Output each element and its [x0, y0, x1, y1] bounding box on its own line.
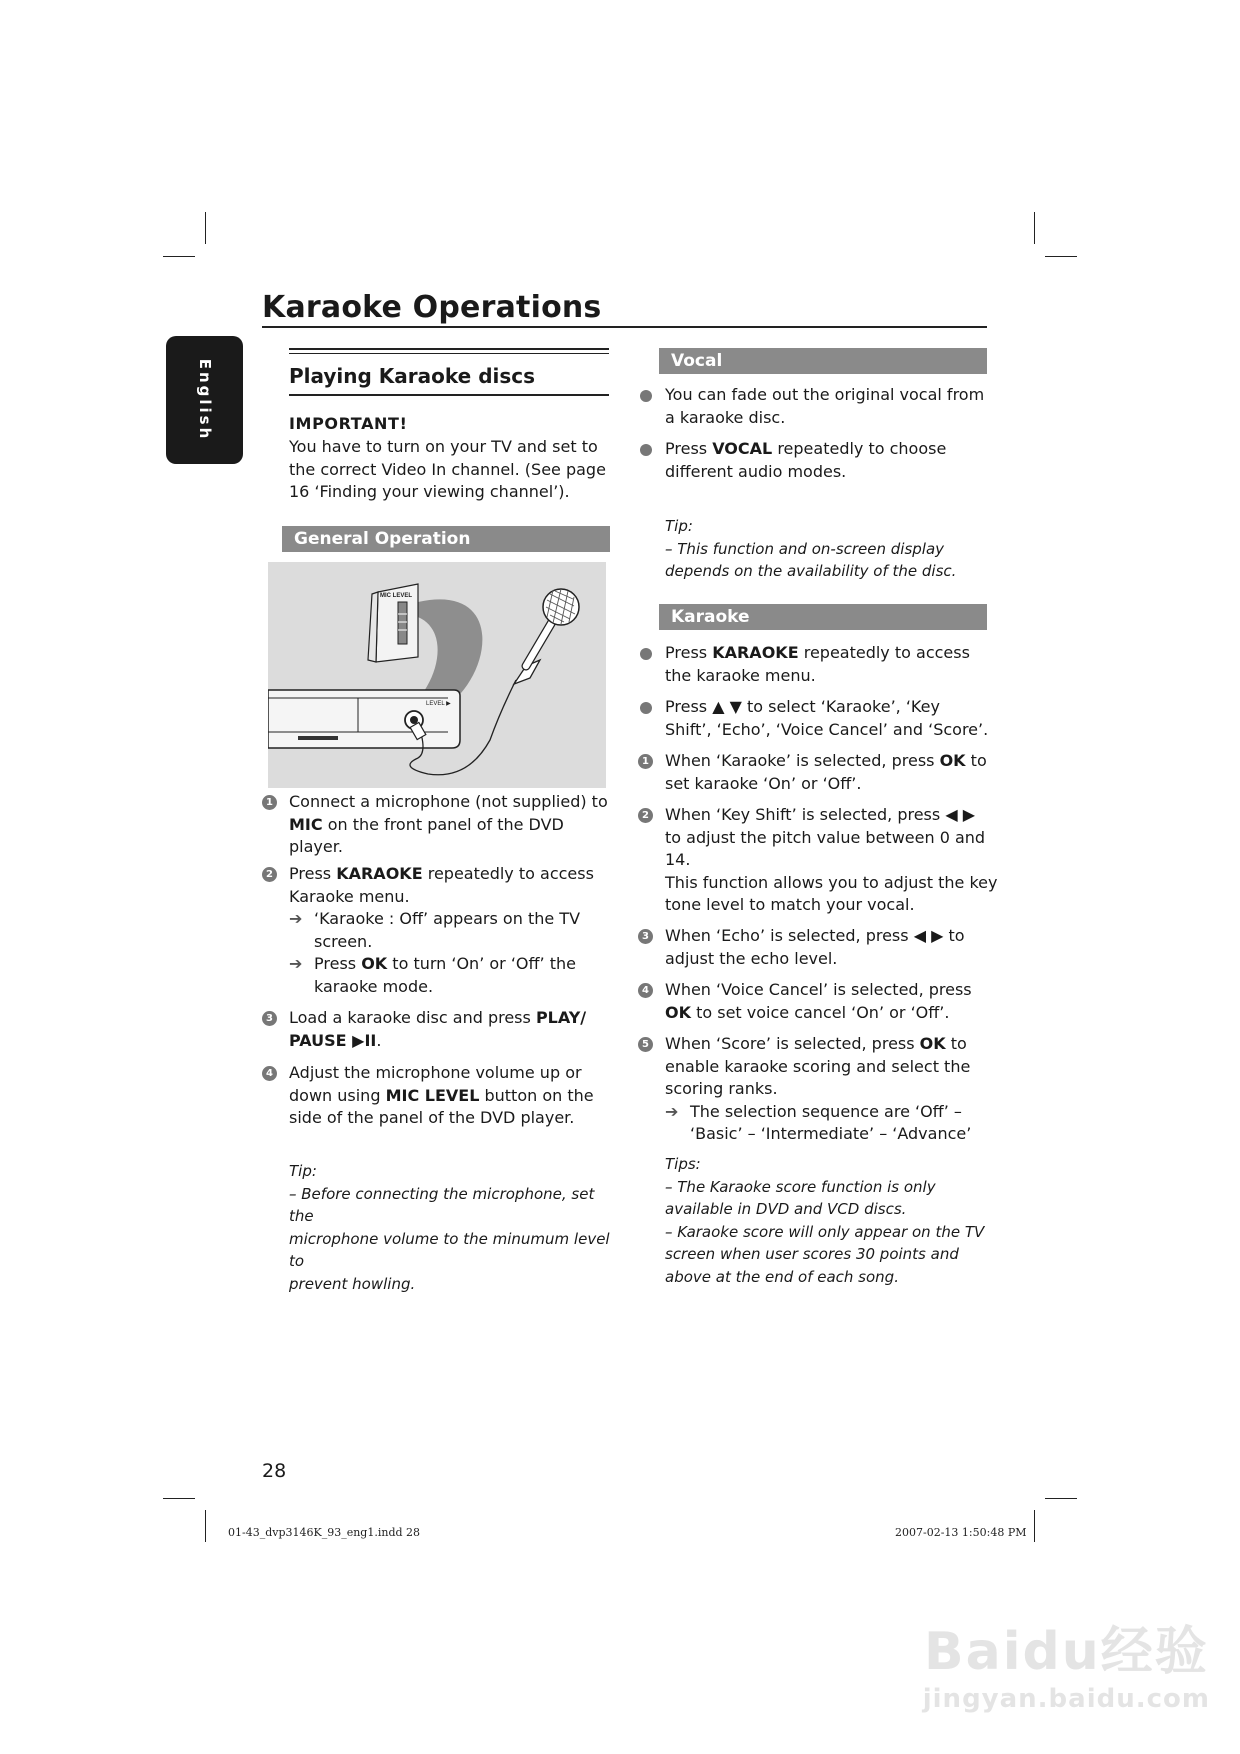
result-text: to turn ‘On’ or ‘Off’ the	[387, 954, 576, 973]
step-line	[665, 750, 987, 773]
step-text-part: down using	[289, 1085, 386, 1105]
result-line	[289, 908, 594, 931]
bullet-text	[665, 642, 970, 687]
side-panel-drawing	[368, 584, 418, 662]
arrow-icon: ➔	[665, 1101, 679, 1121]
title-rule	[262, 326, 987, 328]
step-number-badge: 2	[638, 808, 653, 823]
step-text-part: When ‘Karaoke’ is selected, press	[665, 751, 940, 770]
step-number-badge: 2	[262, 867, 277, 882]
bullet-text	[665, 384, 984, 429]
step-line: When ‘Key Shift’ is selected, press ◀ ▶	[665, 805, 976, 824]
result-text: screen.	[314, 931, 373, 951]
step-line: Adjust the microphone volume up or	[289, 1063, 582, 1082]
step-text-part: When ‘Score’ is selected, press	[665, 1034, 920, 1053]
bold-term: KARAOKE	[712, 643, 799, 662]
step-line: side of the panel of the DVD player.	[289, 1108, 575, 1127]
language-tab-label: English	[195, 358, 214, 442]
step-text	[665, 804, 997, 917]
bullet-line: Press ▲ ▼ to select ‘Karaoke’, ‘Key	[665, 697, 940, 716]
important-label: IMPORTANT!	[289, 414, 408, 433]
step-line: enable karaoke scoring and select the	[665, 1056, 971, 1076]
result-text: Press	[314, 954, 362, 973]
result-text: ‘Karaoke : Off’ appears on the TV	[314, 909, 581, 928]
step-line: tone level to match your vocal.	[665, 895, 915, 914]
step-text-part: to	[965, 751, 987, 770]
crop-mark	[205, 212, 206, 244]
tip-line: – This function and on-screen display	[665, 539, 945, 558]
section-rule	[289, 394, 609, 396]
step-text	[665, 979, 972, 1024]
tip-label: Tips:	[665, 1155, 701, 1173]
baidu-watermark	[923, 1609, 1210, 1714]
tip-label: Tip:	[665, 517, 693, 535]
step-text-part: repeatedly to access	[422, 864, 594, 883]
step-line: When ‘Voice Cancel’ is selected, press	[665, 980, 972, 999]
important-text	[289, 436, 606, 504]
important-line: the correct Video In channel. (See page	[289, 459, 606, 479]
language-tab	[166, 336, 243, 464]
step-line: set karaoke ‘On’ or ‘Off’.	[665, 773, 862, 793]
step-line: This function allows you to adjust the key	[665, 872, 998, 892]
step-text-part: button on the	[479, 1085, 594, 1105]
step-text-part: to	[945, 1034, 967, 1053]
crop-mark	[1045, 256, 1077, 257]
page-number: 28	[262, 1460, 287, 1482]
arrow-icon: ➔	[289, 954, 303, 973]
bullet-text	[665, 438, 946, 483]
step-line	[665, 1002, 972, 1025]
step-line	[289, 1030, 586, 1053]
bold-term: OK	[361, 954, 388, 973]
section-rule	[289, 348, 609, 350]
dvd-player-drawing	[268, 690, 460, 748]
bold-term: OK	[939, 751, 966, 770]
panel-level-label: LEVEL ▶	[426, 701, 451, 707]
tip-line: microphone volume to the minumum level to	[289, 1229, 610, 1270]
result-text: karaoke mode.	[314, 976, 434, 996]
bullet-dot	[640, 702, 652, 714]
bold-term: PLAY/	[535, 1008, 587, 1027]
bullet-text-part: Press	[665, 643, 713, 662]
step-line	[289, 814, 608, 837]
step-text-part: .	[376, 1030, 382, 1050]
bold-term: OK	[919, 1034, 946, 1053]
step-line	[289, 1007, 586, 1030]
crop-mark	[1045, 1498, 1077, 1499]
bullet-line	[665, 642, 970, 665]
vocal-tip	[665, 515, 995, 583]
bold-term: MIC	[289, 814, 323, 834]
result-text: ‘Basic’ – ‘Intermediate’ – ‘Advance’	[690, 1124, 972, 1143]
bullet-text	[665, 696, 988, 741]
step-number-badge: 3	[262, 1011, 277, 1026]
step-text	[289, 1007, 586, 1052]
step-text	[665, 1033, 971, 1146]
tip-line: screen when user scores 30 points and	[665, 1245, 959, 1263]
bold-term: MIC LEVEL	[385, 1085, 480, 1105]
footer-file-info: 01-43_dvp3146K_93_eng1.indd 28	[228, 1526, 421, 1539]
important-line: 16 ‘Finding your viewing channel’).	[289, 482, 570, 501]
step-line	[665, 1033, 971, 1056]
step-text	[289, 1062, 594, 1130]
bullet-dot	[640, 648, 652, 660]
tip-line: – Before connecting the microphone, set the	[289, 1184, 595, 1225]
step-text-part: Press	[289, 864, 337, 883]
tip-line: – Karaoke score will only appear on the TV	[665, 1222, 985, 1241]
general-operation-bar: General Operation	[282, 526, 610, 552]
bullet-line: Shift’, ‘Echo’, ‘Voice Cancel’ and ‘Score’.	[665, 719, 989, 739]
bullet-line: You can fade out the original vocal from	[665, 385, 985, 404]
crop-mark	[163, 1498, 195, 1499]
step-line: scoring ranks.	[665, 1079, 778, 1098]
step-number-badge: 5	[638, 1037, 653, 1052]
karaoke-bar: Karaoke	[659, 604, 987, 630]
tip-line: – The Karaoke score function is only	[665, 1177, 936, 1196]
step-line: Connect a microphone (not supplied) to	[289, 792, 608, 811]
bold-term: OK	[665, 1002, 691, 1022]
karaoke-connection-figure	[268, 562, 606, 788]
step-text	[665, 750, 987, 795]
result-text: The selection sequence are ‘Off’ –	[690, 1101, 962, 1121]
crop-mark	[1034, 212, 1035, 244]
result-line	[665, 1101, 971, 1124]
step-text	[289, 791, 608, 859]
step-number-badge: 3	[638, 929, 653, 944]
left-tip	[289, 1160, 619, 1295]
crop-mark	[1034, 1510, 1035, 1542]
crop-mark	[163, 256, 195, 257]
mic-level-label: MIC LEVEL	[380, 593, 413, 599]
tip-line: prevent howling.	[289, 1274, 416, 1293]
step-line: to adjust the pitch value between 0 and	[665, 827, 986, 847]
step-text-part: to set voice cancel ‘On’ or ‘Off’.	[691, 1002, 950, 1022]
step-text-part: Load a karaoke disc and press	[289, 1008, 536, 1027]
step-text	[289, 863, 594, 998]
bullet-dot	[640, 390, 652, 402]
footer-timestamp: 2007-02-13 1:50:48 PM	[895, 1526, 1027, 1539]
arrow-icon: ➔	[289, 909, 303, 928]
bullet-text-part: repeatedly to choose	[772, 439, 947, 458]
step-line	[289, 863, 594, 886]
step-number-badge: 4	[638, 983, 653, 998]
step-line: Karaoke menu.	[289, 886, 410, 906]
step-number-badge: 1	[638, 754, 653, 769]
bold-term: VOCAL	[712, 439, 773, 458]
step-line: adjust the echo level.	[665, 948, 838, 968]
bullet-line	[665, 438, 946, 461]
connection-illustration	[268, 562, 606, 788]
crop-mark	[205, 1510, 206, 1542]
step-line: player.	[289, 837, 343, 856]
section-rule	[289, 353, 609, 354]
bullet-line: different audio modes.	[665, 461, 847, 481]
step-line: 14.	[665, 850, 691, 869]
tip-label: Tip:	[289, 1162, 317, 1180]
watermark-brand: Baidu经验	[923, 1622, 1209, 1682]
bold-term: KARAOKE	[336, 864, 423, 883]
watermark-url: jingyan.baidu.com	[922, 1684, 1210, 1714]
important-line: You have to turn on your TV and set to	[289, 437, 598, 456]
bold-term: PAUSE ▶II	[289, 1030, 377, 1050]
step-text	[665, 925, 965, 970]
tip-line: available in DVD and VCD discs.	[665, 1200, 907, 1218]
karaoke-tips	[665, 1153, 1005, 1288]
bullet-line: a karaoke disc.	[665, 407, 786, 427]
bullet-dot	[640, 444, 652, 456]
bullet-text-part: repeatedly to access	[798, 643, 970, 662]
result-line	[289, 953, 594, 976]
page-title: Karaoke Operations	[262, 290, 602, 325]
bullet-line: the karaoke menu.	[665, 665, 816, 685]
tip-line: depends on the availability of the disc.	[665, 562, 957, 580]
step-line: When ‘Echo’ is selected, press ◀ ▶ to	[665, 926, 965, 945]
section-title: Playing Karaoke discs	[289, 364, 536, 388]
step-text-part: on the front panel of the DVD	[322, 814, 564, 834]
bullet-text-part: Press	[665, 439, 713, 458]
tip-line: above at the end of each song.	[665, 1267, 899, 1286]
step-number-badge: 1	[262, 795, 277, 810]
vocal-bar: Vocal	[659, 348, 987, 374]
step-line	[289, 1085, 594, 1108]
step-number-badge: 4	[262, 1066, 277, 1081]
